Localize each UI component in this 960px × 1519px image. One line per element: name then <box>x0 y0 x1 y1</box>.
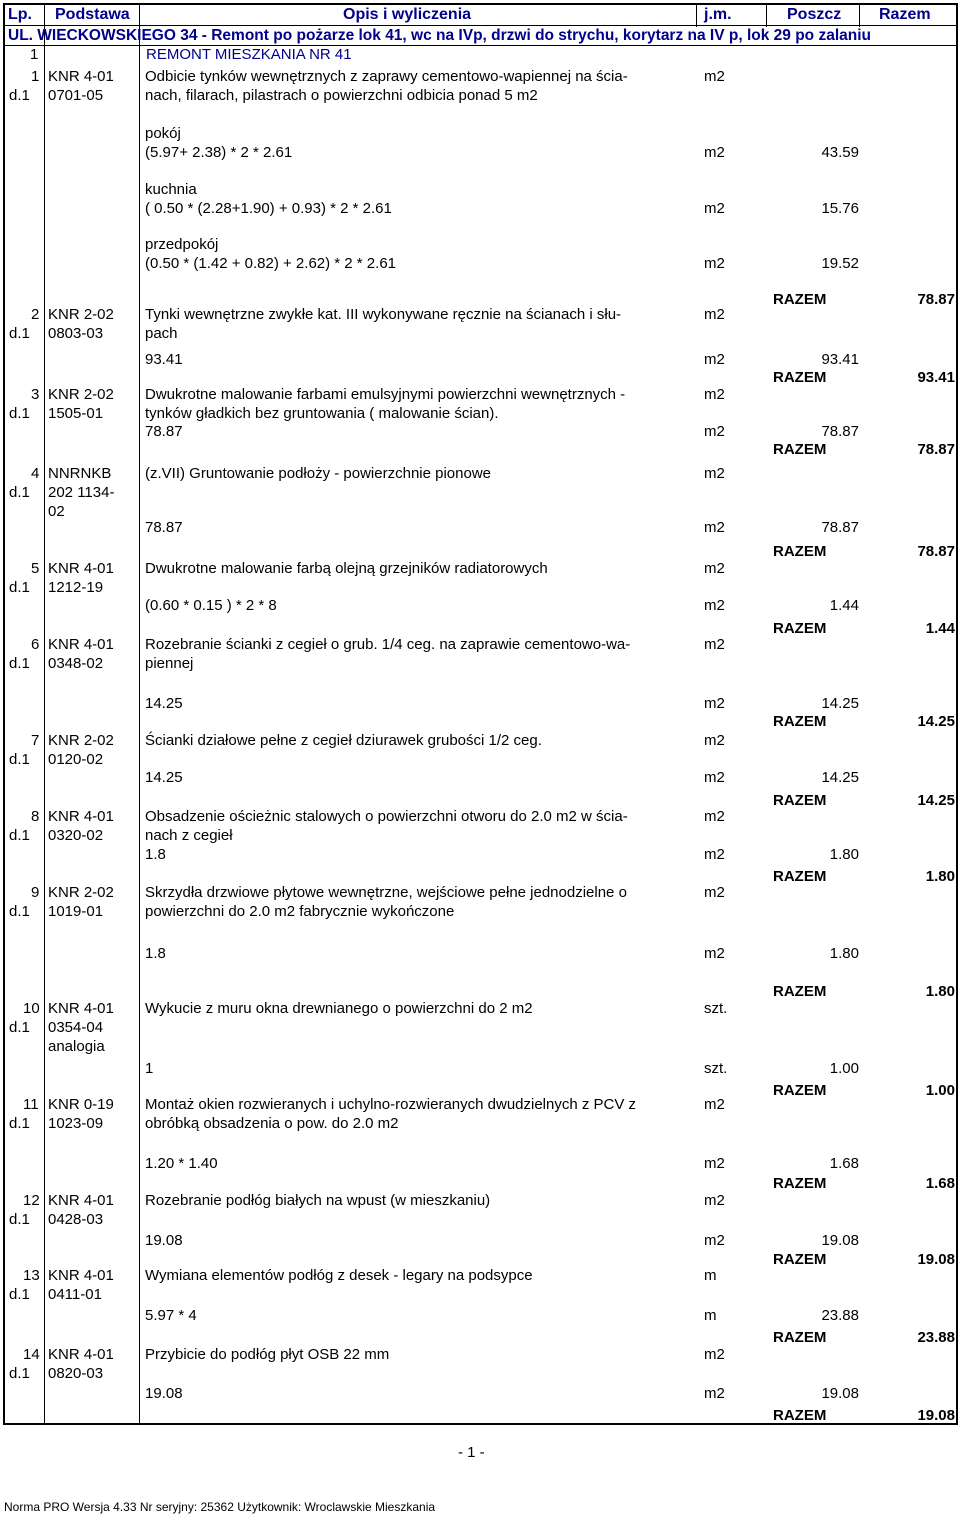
item-code-detail: 0120-02 <box>48 751 104 768</box>
calc-unit: m <box>704 1307 717 1324</box>
calc-label: kuchnia <box>145 181 197 198</box>
item-code-extra: analogia <box>48 1038 105 1055</box>
item-description: Montaż okien rozwieranych i uchylno-rozwieranych dwudzielnych z PCV z <box>145 1096 637 1113</box>
item-code: KNR 2-02 <box>48 732 114 749</box>
razem-value: 1.80 <box>925 983 955 1000</box>
item-unit: m2 <box>704 465 725 482</box>
calc-unit: m2 <box>704 1155 725 1172</box>
razem-value: 93.41 <box>917 369 955 386</box>
calc-expression: 1.20 * 1.40 <box>145 1155 218 1172</box>
calc-value: 1.44 <box>829 597 859 614</box>
item-description-cont: nach z cegieł <box>145 827 233 844</box>
razem-label: RAZEM <box>773 1082 827 1099</box>
razem-label: RAZEM <box>773 1251 827 1268</box>
razem-value: 78.87 <box>917 291 955 308</box>
item-description: Obsadzenie ościeżnic stalowych o powierzchni otworu do 2.0 m2 w ścia- <box>145 808 628 825</box>
item-description: Ścianki działowe pełne z cegieł dziurawek grubości 1/2 ceg. <box>145 732 542 749</box>
item-description: Skrzydła drzwiowe płytowe wewnętrzne, wejściowe pełne jednodzielne o <box>145 884 627 901</box>
item-code-detail: 1019-01 <box>48 903 104 920</box>
item-number: 13 <box>23 1267 40 1284</box>
col-header-razem: Razem <box>879 6 931 23</box>
item-description: Wymiana elementów podłóg z desek - legary na podsypce <box>145 1267 533 1284</box>
calc-unit: m2 <box>704 597 725 614</box>
calc-unit: m2 <box>704 695 725 712</box>
razem-label: RAZEM <box>773 1407 827 1424</box>
item-number: 1 <box>31 68 40 85</box>
item-unit: m2 <box>704 1192 725 1209</box>
item-code: KNR 4-01 <box>48 560 114 577</box>
item-subnumber: d.1 <box>9 751 30 768</box>
item-code-detail: 1023-09 <box>48 1115 104 1132</box>
column-rule <box>859 3 860 27</box>
section-number: 1 <box>30 46 39 63</box>
col-header-jm: j.m. <box>704 6 732 23</box>
item-unit: m2 <box>704 1346 725 1363</box>
razem-value: 23.88 <box>917 1329 955 1346</box>
razem-value: 78.87 <box>917 543 955 560</box>
col-header-poszcz: Poszcz <box>787 6 842 23</box>
calc-expression: (0.50 * (1.42 + 0.82) + 2.62) * 2 * 2.61 <box>145 255 397 272</box>
item-subnumber: d.1 <box>9 484 30 501</box>
razem-value: 14.25 <box>917 792 955 809</box>
calc-unit: szt. <box>704 1060 728 1077</box>
item-code: KNR 4-01 <box>48 636 114 653</box>
calc-unit: m2 <box>704 423 725 440</box>
item-number: 9 <box>31 884 40 901</box>
item-description-cont: pach <box>145 325 178 342</box>
razem-value: 1.68 <box>925 1175 955 1192</box>
razem-label: RAZEM <box>773 1329 827 1346</box>
calc-value: 43.59 <box>821 144 859 161</box>
calc-expression: 1 <box>145 1060 154 1077</box>
page-number: - 1 - <box>458 1444 485 1461</box>
razem-value: 19.08 <box>917 1407 955 1424</box>
calc-expression: (5.97+ 2.38) * 2 * 2.61 <box>145 144 293 161</box>
item-code: KNR 4-01 <box>48 1267 114 1284</box>
item-unit: m2 <box>704 884 725 901</box>
item-number: 7 <box>31 732 40 749</box>
street-title: UL. WIECKOWSKIEGO 34 - Remont po pożarze lok 41, wc na IVp, drzwi do strychu, korytarz na IV p, lok 29 po zalaniu <box>8 27 871 44</box>
item-subnumber: d.1 <box>9 655 30 672</box>
razem-value: 1.80 <box>925 868 955 885</box>
item-number: 14 <box>23 1346 40 1363</box>
item-unit: m2 <box>704 560 725 577</box>
item-code: KNR 4-01 <box>48 1346 114 1363</box>
razem-value: 1.00 <box>925 1082 955 1099</box>
item-code: KNR 0-19 <box>48 1096 114 1113</box>
calc-expression: 78.87 <box>145 423 183 440</box>
item-number: 5 <box>31 560 40 577</box>
item-code-detail: 0803-03 <box>48 325 104 342</box>
item-code: KNR 2-02 <box>48 884 114 901</box>
item-code-detail: 0411-01 <box>48 1286 102 1303</box>
item-code: KNR 2-02 <box>48 306 114 323</box>
column-rule <box>44 3 45 1423</box>
item-code: KNR 2-02 <box>48 386 114 403</box>
calc-value: 15.76 <box>821 200 859 217</box>
calc-value: 1.68 <box>829 1155 859 1172</box>
item-description: Przybicie do podłóg płyt OSB 22 mm <box>145 1346 390 1363</box>
calc-unit: m2 <box>704 144 725 161</box>
calc-unit: m2 <box>704 769 725 786</box>
razem-label: RAZEM <box>773 291 827 308</box>
item-unit: m2 <box>704 386 725 403</box>
razem-label: RAZEM <box>773 441 827 458</box>
column-rule <box>696 3 697 27</box>
item-unit: m2 <box>704 732 725 749</box>
calc-unit: m2 <box>704 945 725 962</box>
razem-label: RAZEM <box>773 792 827 809</box>
calc-unit: m2 <box>704 255 725 272</box>
calc-unit: m2 <box>704 846 725 863</box>
item-description: Rozebranie podłóg białych na wpust (w mieszkaniu) <box>145 1192 491 1209</box>
calc-value: 23.88 <box>821 1307 859 1324</box>
calc-value: 19.08 <box>821 1385 859 1402</box>
razem-value: 78.87 <box>917 441 955 458</box>
item-unit: m2 <box>704 306 725 323</box>
item-subnumber: d.1 <box>9 87 30 104</box>
calc-value: 1.80 <box>829 945 859 962</box>
col-header-podstawa: Podstawa <box>55 6 130 23</box>
item-subnumber: d.1 <box>9 1019 30 1036</box>
item-unit: m2 <box>704 68 725 85</box>
item-number: 8 <box>31 808 40 825</box>
item-subnumber: d.1 <box>9 1365 30 1382</box>
item-description: Rozebranie ścianki z cegieł o grub. 1/4 ceg. na zaprawie cementowo-wa- <box>145 636 631 653</box>
calc-expression: 19.08 <box>145 1385 183 1402</box>
item-unit: m2 <box>704 636 725 653</box>
item-code-detail: 1212-19 <box>48 579 104 596</box>
calc-unit: m2 <box>704 200 725 217</box>
calc-label: pokój <box>145 125 181 142</box>
item-code: KNR 4-01 <box>48 1192 114 1209</box>
item-description: (z.VII) Gruntowanie podłoży - powierzchnie pionowe <box>145 465 492 482</box>
calc-expression: (0.60 * 0.15 ) * 2 * 8 <box>145 597 277 614</box>
item-code-detail: 0354-04 <box>48 1019 104 1036</box>
calc-unit: m2 <box>704 1232 725 1249</box>
item-number: 10 <box>23 1000 40 1017</box>
item-code-detail: 0701-05 <box>48 87 104 104</box>
item-code-extra: 02 <box>48 503 65 520</box>
calc-expression: 78.87 <box>145 519 183 536</box>
column-rule <box>766 3 767 27</box>
item-description-cont: powierzchni do 2.0 m2 fabrycznie wykończone <box>145 903 455 920</box>
item-subnumber: d.1 <box>9 579 30 596</box>
col-header-opis: Opis i wyliczenia <box>343 6 472 23</box>
item-subnumber: d.1 <box>9 405 30 422</box>
item-number: 4 <box>31 465 40 482</box>
razem-value: 14.25 <box>917 713 955 730</box>
calc-value: 78.87 <box>821 519 859 536</box>
calc-value: 19.52 <box>821 255 859 272</box>
razem-label: RAZEM <box>773 868 827 885</box>
item-code-detail: 0348-02 <box>48 655 104 672</box>
item-subnumber: d.1 <box>9 325 30 342</box>
razem-label: RAZEM <box>773 369 827 386</box>
item-code: KNR 4-01 <box>48 808 114 825</box>
item-code: KNR 4-01 <box>48 68 114 85</box>
item-code-detail: 202 1134- <box>48 484 115 501</box>
item-number: 12 <box>23 1192 40 1209</box>
calc-expression: 1.8 <box>145 846 166 863</box>
calc-expression: ( 0.50 * (2.28+1.90) + 0.93) * 2 * 2.61 <box>145 200 392 217</box>
column-rule <box>139 3 140 1423</box>
calc-value: 14.25 <box>821 769 859 786</box>
item-code-detail: 0820-03 <box>48 1365 104 1382</box>
item-description-cont: nach, filarach, pilastrach o powierzchni odbicia ponad 5 m2 <box>145 87 538 104</box>
calc-value: 19.08 <box>821 1232 859 1249</box>
item-code-detail: 1505-01 <box>48 405 104 422</box>
calc-expression: 1.8 <box>145 945 166 962</box>
item-unit: m2 <box>704 1096 725 1113</box>
calc-expression: 5.97 * 4 <box>145 1307 197 1324</box>
item-code: KNR 4-01 <box>48 1000 114 1017</box>
row-rule <box>3 25 958 26</box>
item-description-cont: tynków gładkich bez gruntowania ( malowanie ścian). <box>145 405 499 422</box>
calc-expression: 14.25 <box>145 695 183 712</box>
item-description: Odbicie tynków wewnętrznych z zaprawy cementowo-wapiennej na ścia- <box>145 68 628 85</box>
calc-value: 93.41 <box>821 351 859 368</box>
calc-value: 1.80 <box>829 846 859 863</box>
calc-label: przedpokój <box>145 236 219 253</box>
item-unit: m <box>704 1267 717 1284</box>
calc-value: 78.87 <box>821 423 859 440</box>
item-unit: szt. <box>704 1000 728 1017</box>
razem-value: 1.44 <box>925 620 955 637</box>
razem-label: RAZEM <box>773 620 827 637</box>
item-number: 2 <box>31 306 40 323</box>
calc-expression: 14.25 <box>145 769 183 786</box>
item-number: 11 <box>23 1096 39 1113</box>
item-unit: m2 <box>704 808 725 825</box>
item-description: Wykucie z muru okna drewnianego o powierzchni do 2 m2 <box>145 1000 533 1017</box>
calc-expression: 93.41 <box>145 351 183 368</box>
razem-label: RAZEM <box>773 1175 827 1192</box>
item-code: NNRNKB <box>48 465 112 482</box>
calc-value: 1.00 <box>829 1060 859 1077</box>
item-description: Tynki wewnętrzne zwykłe kat. III wykonywane ręcznie na ścianach i słu- <box>145 306 622 323</box>
item-subnumber: d.1 <box>9 1286 30 1303</box>
item-subnumber: d.1 <box>9 827 30 844</box>
item-code-detail: 0428-03 <box>48 1211 104 1228</box>
calc-unit: m2 <box>704 351 725 368</box>
calc-expression: 19.08 <box>145 1232 183 1249</box>
item-subnumber: d.1 <box>9 903 30 920</box>
col-header-lp: Lp. <box>8 6 32 23</box>
item-number: 3 <box>31 386 40 403</box>
item-subnumber: d.1 <box>9 1115 30 1132</box>
razem-label: RAZEM <box>773 983 827 1000</box>
razem-label: RAZEM <box>773 713 827 730</box>
item-description-cont: obróbką obsadzenia o pow. do 2.0 m2 <box>145 1115 399 1132</box>
calc-unit: m2 <box>704 519 725 536</box>
section-title: REMONT MIESZKANIA NR 41 <box>146 46 352 63</box>
item-description: Dwukrotne malowanie farbami emulsyjnymi powierzchni wewnętrznych - <box>145 386 626 403</box>
item-description-cont: piennej <box>145 655 194 672</box>
razem-value: 19.08 <box>917 1251 955 1268</box>
razem-label: RAZEM <box>773 543 827 560</box>
item-description: Dwukrotne malowanie farbą olejną grzejników radiatorowych <box>145 560 548 577</box>
footer-info: Norma PRO Wersja 4.33 Nr seryjny: 25362 Użytkownik: Wroclawskie Mieszkania <box>4 1500 436 1514</box>
item-number: 6 <box>31 636 40 653</box>
item-subnumber: d.1 <box>9 1211 30 1228</box>
calc-unit: m2 <box>704 1385 725 1402</box>
calc-value: 14.25 <box>821 695 859 712</box>
item-code-detail: 0320-02 <box>48 827 104 844</box>
